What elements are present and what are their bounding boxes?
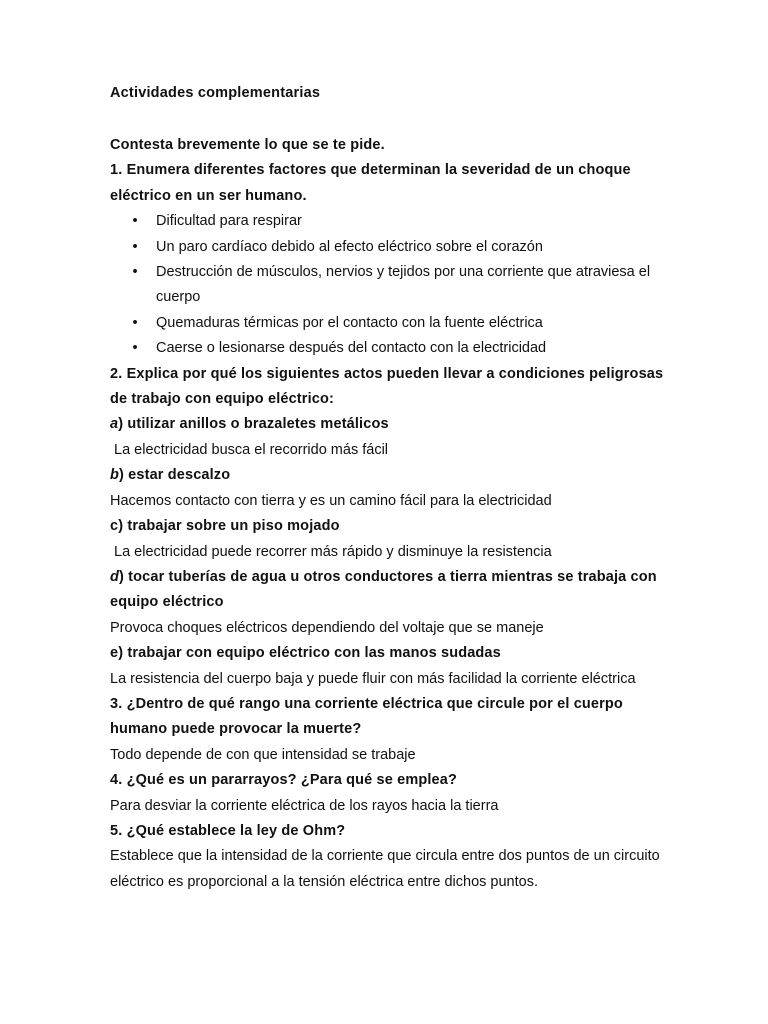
bullet-text: Quemaduras térmicas por el contacto con la fuente eléctrica (156, 314, 543, 331)
item-text: ) trabajar sobre un piso mojado (118, 518, 340, 535)
q2-item-e (110, 641, 670, 666)
item-text: ) utilizar anillos o brazaletes metálicos (118, 416, 389, 433)
question-2: 2. Explica por qué los siguientes actos pueden llevar a condiciones peligrosas de trabajo con equipo eléctrico: (110, 365, 664, 408)
q1-bullet-list (110, 209, 670, 361)
bullet-icon: • (132, 264, 138, 281)
bullet-icon: • (132, 213, 138, 230)
answer-5: Establece que la intensidad de la corriente que circula entre dos puntos de un circuito eléctrico es proporcional a la tensión eléctrica entre dichos puntos. (110, 848, 660, 890)
list-item (110, 235, 670, 260)
list-item (110, 209, 670, 234)
q2-item-a (110, 412, 670, 437)
list-item (110, 311, 670, 336)
q2-answer-c: La electricidad puede recorrer más rápido y disminuye la resistencia (114, 543, 552, 560)
bullet-icon: • (132, 314, 138, 331)
item-letter: b (110, 467, 120, 484)
q2-item-c (110, 514, 670, 539)
list-item (110, 336, 670, 361)
answer-4: Para desviar la corriente eléctrica de los rayos hacia la tierra (110, 797, 499, 814)
item-text: ) trabajar con equipo eléctrico con las manos sudadas (118, 645, 501, 662)
bullet-text: Caerse o lesionarse después del contacto con la electricidad (156, 340, 547, 357)
item-letter: d (110, 568, 120, 585)
bullet-icon: • (132, 238, 138, 255)
answer-3: Todo depende de con que intensidad se trabaje (110, 746, 416, 763)
q2-answer-b: Hacemos contacto con tierra y es un camino fácil para la electricidad (110, 492, 552, 509)
q2-item-d (110, 565, 670, 616)
question-3: 3. ¿Dentro de qué rango una corriente eléctrica que circule por el cuerpo humano puede provocar la muerte? (110, 695, 623, 738)
bullet-text: Destrucción de músculos, nervios y tejidos por una corriente que atraviesa el cuerpo (156, 264, 651, 306)
bullet-icon: • (132, 340, 138, 357)
instruction: Contesta brevemente lo que se te pide. (110, 137, 385, 153)
item-letter: c (110, 518, 119, 535)
q2-answer-a: La electricidad busca el recorrido más fácil (114, 441, 389, 458)
question-4: 4. ¿Qué es un pararrayos? ¿Para qué se emplea? (110, 772, 457, 789)
item-letter: a (110, 416, 119, 433)
q2-answer-e: La resistencia del cuerpo baja y puede fluir con más facilidad la corriente eléctrica (110, 670, 636, 687)
q2-item-b (110, 463, 670, 488)
question-5: 5. ¿Qué establece la ley de Ohm? (110, 822, 346, 839)
question-1: 1. Enumera diferentes factores que determinan la severidad de un choque eléctrico en un ser humano. (110, 162, 631, 204)
item-letter: e (110, 645, 119, 662)
bullet-text: Un paro cardíaco debido al efecto eléctrico sobre el corazón (156, 238, 543, 255)
bullet-text: Dificultad para respirar (156, 213, 302, 230)
document-body (110, 133, 670, 895)
item-text: ) tocar tuberías de agua u otros conductores a tierra mientras se trabaja con equipo eléctrico (110, 568, 657, 611)
item-text: ) estar descalzo (119, 467, 231, 484)
list-item (110, 260, 670, 311)
document-title: Actividades complementarias (110, 85, 321, 101)
q2-answer-d: Provoca choques eléctricos dependiendo del voltaje que se maneje (110, 619, 544, 636)
